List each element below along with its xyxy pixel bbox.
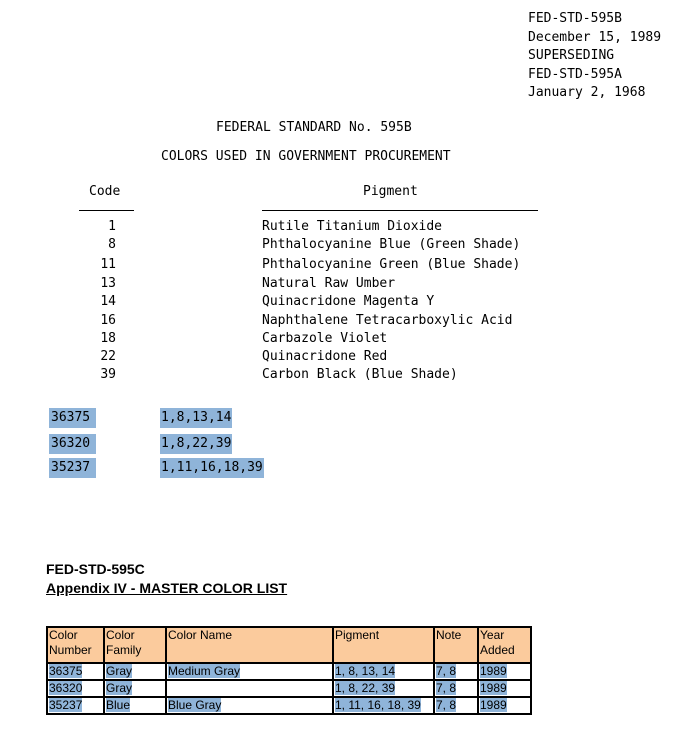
- document-title: FEDERAL STANDARD No. 595B: [216, 120, 412, 135]
- pigment-name: Quinacridone Red: [262, 349, 388, 364]
- pigment-code: 16: [100, 313, 116, 328]
- pigment-name: Quinacridone Magenta Y: [262, 294, 435, 309]
- cell-name: [166, 680, 333, 697]
- pigment-code: 13: [100, 276, 116, 291]
- header-line: December 15, 1989: [528, 29, 662, 45]
- cell-year: 1989: [478, 697, 531, 714]
- pigment-column-header: Pigment: [363, 184, 418, 199]
- pigment-codes: 1,8,13,14: [160, 408, 232, 428]
- header-color-name: Color Name: [166, 627, 333, 663]
- table-row: [47, 697, 531, 714]
- pigment-row: [0, 237, 700, 255]
- header-note: Note: [434, 627, 478, 663]
- cell-pigment: 1, 11, 16, 18, 39: [333, 697, 434, 714]
- pigment-row: [0, 219, 700, 237]
- pigment-code: 39: [100, 367, 116, 382]
- cell-pigment: 1, 8, 13, 14: [333, 663, 434, 680]
- cell-note: 7, 8: [434, 680, 478, 697]
- pigment-name: Phthalocyanine Green (Blue Shade): [262, 257, 521, 272]
- cell-family: Gray: [104, 663, 166, 680]
- code-column-header: Code: [89, 184, 121, 199]
- pigment-row: [0, 349, 700, 367]
- table-row: [47, 680, 531, 697]
- header-line: January 2, 1968: [528, 85, 646, 100]
- cell-name: Blue Gray: [166, 697, 333, 714]
- pigment-row: [0, 257, 700, 275]
- pigment-row: [0, 331, 700, 349]
- pigment-row: [0, 276, 700, 294]
- pigment-header-rule: [262, 210, 538, 211]
- cell-number: 36375: [47, 663, 104, 680]
- header-color-number: Color Number: [47, 627, 104, 663]
- header-line: FED-STD-595A: [528, 66, 622, 82]
- document-header: [528, 10, 661, 103]
- header-pigment: Pigment: [333, 627, 434, 663]
- pigment-row: [0, 367, 700, 385]
- color-number: 36375: [49, 408, 96, 428]
- pigment-name: Phthalocyanine Blue (Green Shade): [262, 237, 521, 252]
- cell-note: 7, 8: [434, 663, 478, 680]
- header-line: SUPERSEDING: [528, 48, 615, 63]
- pigment-code: 8: [108, 237, 116, 252]
- code-header-rule: [79, 210, 134, 211]
- pigment-row: [0, 294, 700, 312]
- cell-pigment: 1, 8, 22, 39: [333, 680, 434, 697]
- color-number: 35237: [49, 458, 96, 478]
- cell-number: 36320: [47, 680, 104, 697]
- pigment-code: 11: [100, 257, 116, 272]
- appendix-subtitle: Appendix IV - MASTER COLOR LIST: [46, 580, 288, 596]
- document-subtitle: COLORS USED IN GOVERNMENT PROCUREMENT: [161, 149, 451, 164]
- pigment-name: Naphthalene Tetracarboxylic Acid: [262, 313, 513, 328]
- header-line: FED-STD-595B: [528, 11, 622, 26]
- appendix-title: FED-STD-595C: [46, 561, 145, 577]
- header-color-family: Color Family: [104, 627, 166, 663]
- cell-family: Gray: [104, 680, 166, 697]
- pigment-code: 18: [100, 331, 116, 346]
- cell-year: 1989: [478, 680, 531, 697]
- pigment-name: Carbazole Violet: [262, 331, 388, 346]
- cell-name: Medium Gray: [166, 663, 333, 680]
- cell-number: 35237: [47, 697, 104, 714]
- pigment-codes: 1,8,22,39: [160, 434, 232, 454]
- pigment-name: Rutile Titanium Dioxide: [262, 219, 443, 234]
- table-row: [47, 663, 531, 680]
- pigment-row: [0, 313, 700, 331]
- pigment-code: 14: [100, 294, 116, 309]
- table-header-row: [47, 627, 531, 663]
- pigment-name: Carbon Black (Blue Shade): [262, 367, 458, 382]
- cell-family: Blue: [104, 697, 166, 714]
- pigment-code: 22: [100, 349, 116, 364]
- master-color-table: [46, 626, 532, 715]
- cell-year: 1989: [478, 663, 531, 680]
- pigment-codes: 1,11,16,18,39: [160, 458, 264, 478]
- cell-note: 7, 8: [434, 697, 478, 714]
- color-number: 36320: [49, 434, 96, 454]
- pigment-code: 1: [108, 219, 116, 234]
- pigment-name: Natural Raw Umber: [262, 276, 396, 291]
- header-year-added: Year Added: [478, 627, 531, 663]
